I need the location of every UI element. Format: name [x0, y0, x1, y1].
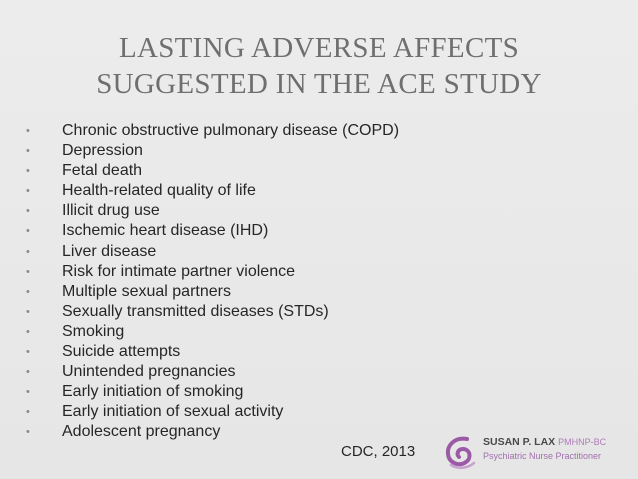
bullet-dot-icon: •	[26, 205, 30, 218]
bullet-text: Smoking	[62, 322, 125, 340]
bullet-dot-icon: •	[26, 225, 30, 238]
bullet-text: Liver disease	[62, 242, 157, 260]
logo-credential: PMHNP-BC	[558, 437, 607, 447]
bullet-dot-icon: •	[26, 406, 30, 419]
bullet-item	[26, 282, 399, 302]
bullet-item	[26, 342, 399, 362]
bullet-text: Ischemic heart disease (IHD)	[62, 222, 269, 240]
bullet-item	[26, 201, 399, 221]
bullet-item	[26, 181, 399, 201]
bullet-dot-icon: •	[26, 165, 30, 178]
bullet-text: Illicit drug use	[62, 202, 160, 220]
bullet-dot-icon: •	[26, 366, 30, 379]
bullet-item	[26, 322, 399, 342]
bullet-text: Health-related quality of life	[62, 182, 256, 200]
bullet-dot-icon: •	[26, 386, 30, 399]
bullet-dot-icon: •	[26, 325, 30, 338]
bullet-item	[26, 302, 399, 322]
bullet-dot-icon: •	[26, 125, 30, 137]
bullet-item	[26, 382, 399, 402]
bullet-item	[26, 141, 399, 161]
bullet-dot-icon: •	[26, 426, 30, 439]
logo-tagline: Psychiatric Nurse Practitioner	[483, 451, 602, 461]
logo-swirl-icon	[441, 431, 481, 471]
bullet-item	[26, 221, 399, 241]
bullet-item	[26, 242, 399, 262]
logo-name-text: SUSAN P. LAX	[483, 436, 556, 448]
bullet-text: Depression	[62, 142, 143, 160]
bullet-dot-icon: •	[26, 305, 30, 318]
bullet-text: Multiple sexual partners	[62, 282, 231, 300]
bullet-text: Fetal death	[62, 162, 143, 180]
bullet-item	[26, 161, 399, 181]
bullet-text: Adolescent pregnancy	[62, 423, 221, 441]
title-line-2: SUGGESTED IN THE ACE STUDY	[96, 68, 542, 100]
bullet-text: Chronic obstructive pulmonary disease (COPD)	[62, 122, 400, 139]
bullet-item	[26, 362, 399, 382]
bullet-text: Sexually transmitted diseases (STDs)	[62, 302, 329, 320]
bullet-dot-icon: •	[26, 285, 30, 298]
logo	[441, 431, 621, 471]
logo-name	[483, 436, 606, 448]
bullet-item	[26, 262, 399, 282]
bullet-text: Early initiation of sexual activity	[62, 403, 284, 421]
bullet-list	[26, 121, 399, 443]
title-line-1: LASTING ADVERSE AFFECTS	[118, 32, 520, 64]
bullet-dot-icon: •	[26, 346, 30, 359]
bullet-dot-icon: •	[26, 185, 30, 198]
bullet-dot-icon: •	[26, 265, 30, 278]
slide-title	[0, 30, 638, 102]
bullet-text: Early initiation of smoking	[62, 383, 244, 401]
bullet-text: Risk for intimate partner violence	[62, 262, 295, 280]
bullet-text: Unintended pregnancies	[62, 363, 236, 381]
bullet-item	[26, 422, 399, 442]
bullet-dot-icon: •	[26, 145, 30, 158]
bullet-item	[26, 121, 399, 141]
bullet-text: Suicide attempts	[62, 343, 181, 361]
bullet-item	[26, 402, 399, 422]
bullet-dot-icon: •	[26, 245, 30, 258]
citation: CDC, 2013	[341, 443, 416, 460]
